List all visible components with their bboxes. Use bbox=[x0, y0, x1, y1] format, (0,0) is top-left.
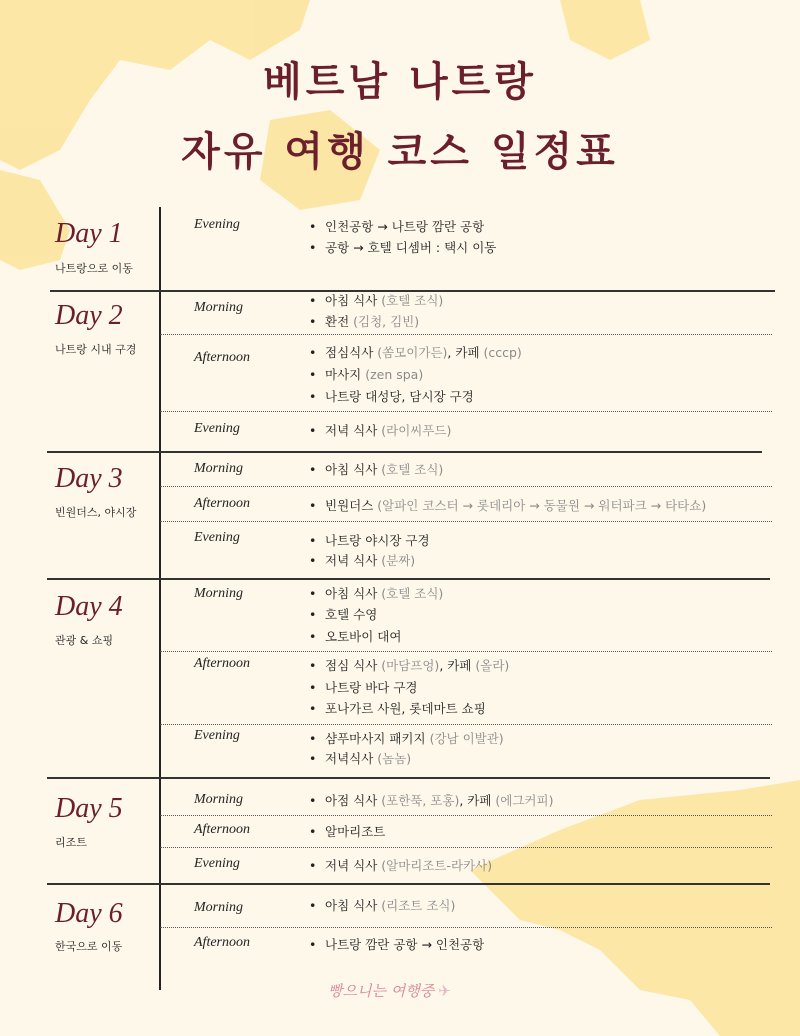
item-text: 나트랑 깜란 공항 → 인천공항 bbox=[325, 937, 485, 952]
item-text: 빈원더스 bbox=[325, 498, 378, 513]
slot-divider bbox=[160, 724, 772, 725]
time-slot-evening: Evening bbox=[194, 728, 240, 743]
item-text: 아침 식사 bbox=[325, 898, 382, 913]
slot-divider bbox=[160, 847, 772, 848]
bullet-icon: • bbox=[309, 553, 317, 568]
item-text: 저녁 식사 bbox=[325, 553, 382, 568]
time-slot-afternoon: Afternoon bbox=[194, 656, 250, 671]
bullet-icon: • bbox=[309, 731, 317, 746]
item-note: (zen spa) bbox=[365, 367, 424, 382]
bullet-icon: • bbox=[309, 240, 317, 255]
time-slot-morning: Morning bbox=[194, 300, 243, 315]
day-subtitle: 한국으로 이동 bbox=[55, 940, 123, 953]
item-text: 아침 식사 bbox=[325, 462, 382, 477]
list-item bbox=[309, 605, 377, 623]
day-subtitle: 나트랑으로 이동 bbox=[55, 262, 133, 275]
item-text: 알마리조트 bbox=[325, 824, 386, 839]
airplane-icon: ✈ bbox=[438, 982, 451, 1000]
item-note: (김청, 김빈) bbox=[353, 314, 420, 329]
bullet-icon: • bbox=[309, 658, 317, 673]
item-note: (놈놈) bbox=[377, 751, 412, 766]
list-item bbox=[309, 822, 385, 840]
slot-divider bbox=[160, 815, 772, 816]
list-item bbox=[309, 678, 417, 696]
item-text: 점심 식사 bbox=[325, 658, 382, 673]
slot-divider bbox=[160, 521, 772, 522]
item-note: (올라) bbox=[475, 658, 510, 673]
item-text: 인천공항 → 나트랑 깜란 공항 bbox=[325, 219, 485, 234]
day-label: Day 4 bbox=[55, 591, 123, 622]
item-text: 공항 → 호텔 디셈버 : 택시 이동 bbox=[325, 240, 497, 255]
time-slot-morning: Morning bbox=[194, 900, 243, 915]
bullet-icon: • bbox=[309, 701, 317, 716]
item-text: , 카페 bbox=[459, 793, 496, 808]
time-slot-evening: Evening bbox=[194, 856, 240, 871]
list-item bbox=[309, 291, 443, 309]
time-slot-morning: Morning bbox=[194, 792, 243, 807]
list-item bbox=[309, 749, 411, 767]
slot-divider bbox=[160, 486, 772, 487]
item-note: (알마리조트-라카사) bbox=[381, 858, 493, 873]
bullet-icon: • bbox=[309, 423, 317, 438]
brand-logo bbox=[328, 980, 451, 1001]
item-note: (강남 이발관) bbox=[429, 731, 504, 746]
list-item bbox=[309, 365, 423, 383]
column-divider bbox=[159, 207, 161, 990]
item-note: (포한푹, 포홍) bbox=[381, 793, 460, 808]
time-slot-evening: Evening bbox=[194, 217, 240, 232]
item-note: (호텔 조식) bbox=[381, 462, 444, 477]
item-text: 나트랑 바다 구경 bbox=[325, 680, 418, 695]
list-item bbox=[309, 729, 504, 747]
day-subtitle: 빈원더스, 야시장 bbox=[55, 506, 137, 519]
item-text: 저녁 식사 bbox=[325, 423, 382, 438]
item-text: 오토바이 대여 bbox=[325, 629, 402, 644]
list-item bbox=[309, 584, 443, 602]
bullet-icon: • bbox=[309, 219, 317, 234]
time-slot-evening: Evening bbox=[194, 421, 240, 436]
list-item bbox=[309, 935, 484, 953]
list-item bbox=[309, 656, 509, 674]
item-text: 저녁 식사 bbox=[325, 858, 382, 873]
item-note: (쏨모이가든) bbox=[377, 345, 448, 360]
slot-divider bbox=[160, 651, 772, 652]
item-note: (호텔 조식) bbox=[381, 293, 444, 308]
page-title-line-1: 베트남 나트랑 bbox=[263, 59, 537, 105]
list-item bbox=[309, 496, 706, 514]
list-item bbox=[309, 460, 443, 478]
item-text: 아점 식사 bbox=[325, 793, 382, 808]
item-text: 나트랑 야시장 구경 bbox=[325, 533, 430, 548]
time-slot-afternoon: Afternoon bbox=[194, 496, 250, 511]
bullet-icon: • bbox=[309, 858, 317, 873]
list-item bbox=[309, 387, 474, 405]
day-divider bbox=[47, 578, 770, 580]
item-text: 저녁식사 bbox=[325, 751, 378, 766]
day-label: Day 2 bbox=[55, 300, 123, 331]
item-text: , 카페 bbox=[447, 345, 484, 360]
item-text: 나트랑 대성당, 담시장 구경 bbox=[325, 389, 474, 404]
bullet-icon: • bbox=[309, 680, 317, 695]
slot-divider bbox=[160, 927, 772, 928]
list-item bbox=[309, 421, 451, 439]
bullet-icon: • bbox=[309, 824, 317, 839]
slot-divider bbox=[160, 334, 772, 335]
page-title-line-2: 자유 여행 코스 일정표 bbox=[181, 129, 619, 175]
bullet-icon: • bbox=[309, 793, 317, 808]
logo-text: 빵으니는 여행중 bbox=[328, 982, 435, 1000]
item-text: 아침 식사 bbox=[325, 586, 382, 601]
time-slot-evening: Evening bbox=[194, 530, 240, 545]
bullet-icon: • bbox=[309, 937, 317, 952]
item-text: 환전 bbox=[325, 314, 354, 329]
day-subtitle: 관광 & 쇼핑 bbox=[55, 634, 114, 647]
item-note: (라이씨푸드) bbox=[381, 423, 452, 438]
list-item bbox=[309, 217, 484, 235]
item-text: 호텔 수영 bbox=[325, 607, 378, 622]
day-divider bbox=[47, 777, 770, 779]
bullet-icon: • bbox=[309, 293, 317, 308]
list-item bbox=[309, 551, 415, 569]
list-item bbox=[309, 856, 492, 874]
day-subtitle: 나트랑 시내 구경 bbox=[55, 343, 137, 356]
slot-divider bbox=[160, 411, 772, 412]
time-slot-morning: Morning bbox=[194, 461, 243, 476]
bullet-icon: • bbox=[309, 533, 317, 548]
day-label: Day 5 bbox=[55, 793, 123, 824]
item-text: 점심식사 bbox=[325, 345, 378, 360]
item-text: 포나가르 사원, 롯데마트 쇼핑 bbox=[325, 701, 486, 716]
list-item bbox=[309, 791, 553, 809]
bullet-icon: • bbox=[309, 345, 317, 360]
bullet-icon: • bbox=[309, 629, 317, 644]
item-note: (리조트 조식) bbox=[381, 898, 456, 913]
item-note: (분짜) bbox=[381, 553, 416, 568]
day-divider bbox=[47, 883, 770, 885]
item-note: (알파인 코스터 → 롯데리아 → 동물원 → 워터파크 → 타타쇼) bbox=[377, 498, 707, 513]
item-note: (에그커피) bbox=[495, 793, 554, 808]
list-item bbox=[309, 627, 401, 645]
time-slot-afternoon: Afternoon bbox=[194, 822, 250, 837]
bullet-icon: • bbox=[309, 498, 317, 513]
list-item bbox=[309, 531, 430, 549]
item-text: 마사지 bbox=[325, 367, 366, 382]
bullet-icon: • bbox=[309, 898, 317, 913]
day-label: Day 6 bbox=[55, 898, 123, 929]
bullet-icon: • bbox=[309, 751, 317, 766]
item-note: (호텔 조식) bbox=[381, 586, 444, 601]
bullet-icon: • bbox=[309, 586, 317, 601]
list-item bbox=[309, 896, 455, 914]
day-divider bbox=[47, 451, 762, 453]
list-item bbox=[309, 699, 486, 717]
bullet-icon: • bbox=[309, 367, 317, 382]
item-text: , 카페 bbox=[439, 658, 476, 673]
item-text: 샴푸마사지 패키지 bbox=[325, 731, 430, 746]
item-note: (cccp) bbox=[483, 345, 522, 360]
day-label: Day 3 bbox=[55, 463, 123, 494]
item-text: 아침 식사 bbox=[325, 293, 382, 308]
time-slot-afternoon: Afternoon bbox=[194, 935, 250, 950]
list-item bbox=[309, 343, 522, 361]
bullet-icon: • bbox=[309, 389, 317, 404]
list-item bbox=[309, 238, 496, 256]
list-item bbox=[309, 312, 419, 330]
bullet-icon: • bbox=[309, 314, 317, 329]
day-subtitle: 리조트 bbox=[55, 836, 87, 849]
bullet-icon: • bbox=[309, 607, 317, 622]
item-note: (마담프엉) bbox=[381, 658, 440, 673]
bullet-icon: • bbox=[309, 462, 317, 477]
time-slot-afternoon: Afternoon bbox=[194, 350, 250, 365]
time-slot-morning: Morning bbox=[194, 586, 243, 601]
day-label: Day 1 bbox=[55, 218, 123, 249]
